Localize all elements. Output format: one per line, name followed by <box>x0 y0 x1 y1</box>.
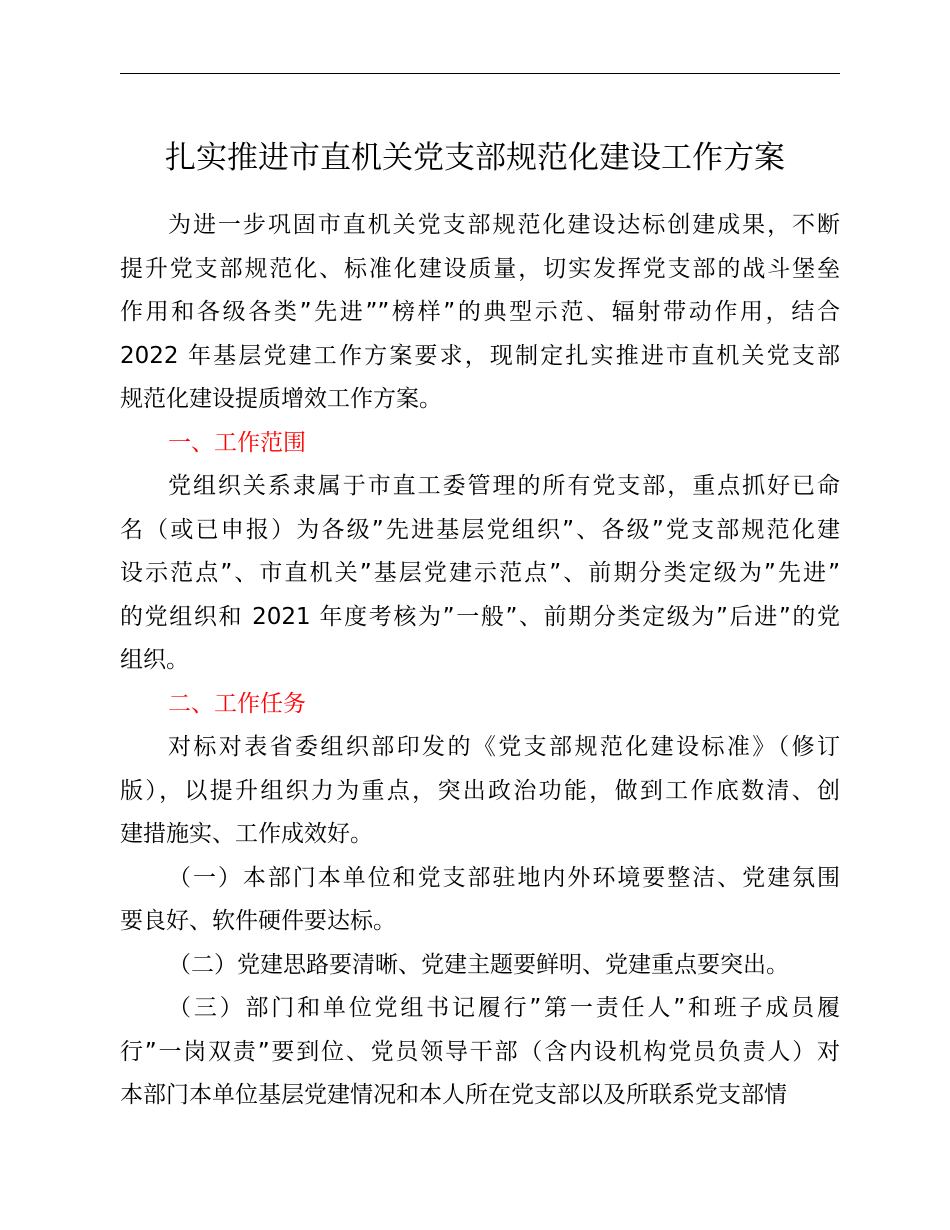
paragraph-line: 要良好、软件硬件要达标。 <box>120 908 396 934</box>
paragraph-line: （二）党建思路要清晰、党建主题要鲜明、党建重点要突出。 <box>168 951 789 978</box>
paragraph-line: 党组织关系隶属于市直工委管理的所有党支部，重点抓好已命 <box>168 473 840 499</box>
section-heading: 二、工作任务 <box>168 690 306 717</box>
body-paragraph <box>120 987 840 1118</box>
paragraph-line: 建措施实、工作成效好。 <box>120 821 373 847</box>
body-paragraph <box>120 204 840 422</box>
body-paragraph <box>120 944 840 988</box>
paragraph-line: 对标对表省委组织部印发的《党支部规范化建设标准》（修订 <box>168 734 840 760</box>
paragraph-line: 名（或已申报）为各级”先进基层党组织”、各级”党支部规范化建 <box>120 516 840 543</box>
paragraph-line: 设示范点”、市直机关”基层党建示范点”、前期分类定级为”先进” <box>120 560 840 586</box>
section-heading: 一、工作范围 <box>168 429 306 456</box>
document-title: 扎实推进市直机关党支部规范化建设工作方案 <box>165 140 785 176</box>
paragraph-line: 的党组织和 2021 年度考核为”一般”、前期分类定级为”后进”的党 <box>120 603 840 630</box>
paragraph-line: 为进一步巩固市直机关党支部规范化建设达标创建成果，不断 <box>168 212 840 238</box>
paragraph-line: 本部门本单位基层党建情况和本人所在党支部以及所联系党支部情 <box>120 1082 787 1108</box>
body-paragraph <box>120 465 840 683</box>
paragraph-line: （一）本部门本单位和党支部驻地内外环境要整洁、党建氛围 <box>168 864 840 891</box>
body-paragraph <box>120 726 840 857</box>
paragraph-line: （三）部门和单位党组书记履行”第一责任人”和班子成员履 <box>168 995 840 1021</box>
paragraph-line: 2022 年基层党建工作方案要求，现制定扎实推进市直机关党支部 <box>120 342 840 369</box>
header-rule <box>120 73 840 74</box>
paragraph-line: 行”一岗双责”要到位、党员领导干部（含内设机构党员负责人）对 <box>120 1038 840 1065</box>
body-paragraph <box>120 857 840 944</box>
paragraph-line: 提升党支部规范化、标准化建设质量，切实发挥党支部的战斗堡垒 <box>120 255 840 282</box>
paragraph-line: 作用和各级各类”先进””榜样”的典型示范、辐射带动作用，结合 <box>120 299 840 325</box>
document-body <box>120 204 840 1118</box>
paragraph-line: 规范化建设提质增效工作方案。 <box>120 386 442 412</box>
paragraph-line: 组织。 <box>120 647 189 673</box>
paragraph-line: 版），以提升组织力为重点，突出政治功能，做到工作底数清、创 <box>120 777 840 804</box>
